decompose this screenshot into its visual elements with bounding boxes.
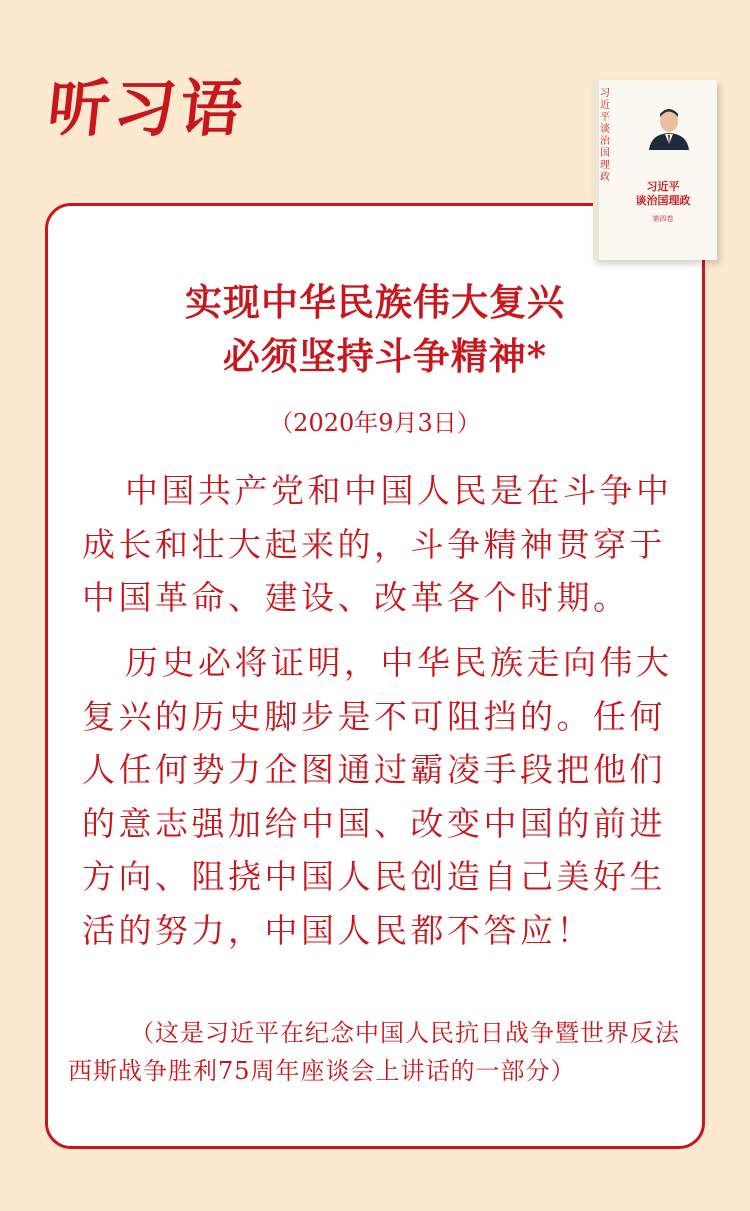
article-title-line2: 必须坚持斗争精神* [222, 334, 548, 378]
article-title-line1: 实现中华民族伟大复兴 [185, 280, 565, 324]
source-note: （这是习近平在纪念中国人民抗日战争暨世界反法西斯战争胜利75周年座谈会上讲话的一部分） [68, 1019, 680, 1085]
paragraph-2: 历史必将证明，中华民族走向伟大复兴的历史脚步是不可阻挡的。任何人任何势力企图通过霸凌手段把他们的意志强加给中国、改变中国的前进方向、阻挠中国人民创造自己美好生活的努力，中国人民都不答应！ [82, 643, 673, 950]
book-title-line1: 习近平 [646, 180, 680, 193]
article-date: （2020年9月3日） [269, 409, 481, 437]
page-title: 听习语 [44, 72, 250, 145]
paragraph-1: 中国共产党和中国人民是在斗争中成长和壮大起来的，斗争精神贯穿于中国革命、建设、改革各个时期。 [82, 471, 673, 617]
book-title-line2: 谈治国理政 [635, 194, 691, 207]
book-volume: 第四卷 [652, 215, 674, 223]
book-title [613, 180, 713, 208]
portrait-image [643, 104, 695, 150]
book-spine-text: 习近平谈治国理政 [600, 88, 610, 183]
book-cover-image [593, 80, 717, 260]
